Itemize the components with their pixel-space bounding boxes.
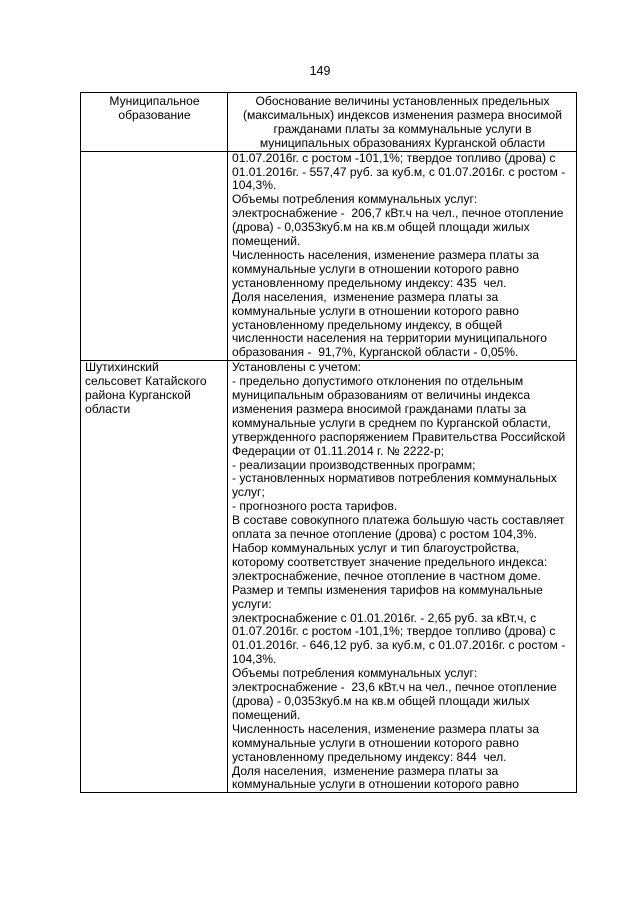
justification-cell [228,361,577,793]
text-line: изменения размера вносимой гражданами платы за [232,401,527,416]
text-line: - предельно допустимого отклонения по отдельным [232,374,524,389]
justification-cell [228,151,577,361]
text-line: Доля населения, изменение размера платы за [232,289,499,304]
header-line: гражданами платы за коммунальные услуги в [273,121,532,136]
text-line: образования - 91,7%, Курганской области - 0,05%. [232,345,519,360]
text-line: коммунальные услуги в отношении которого равно [232,303,519,318]
header-line: муниципальных образованиях Курганской области [259,135,546,150]
municipality-line: района Курганской [85,388,191,403]
municipality-line: сельсовет Катайского [85,374,207,389]
text-line: коммунальные услуги в отношении которого равно [232,261,519,276]
text-line: электроснабжение - 206,7 кВт.ч на чел., печное отопление [232,206,564,221]
text-line: Доля населения, изменение размера платы за [232,763,499,778]
header-line: Муниципальное [109,94,200,108]
text-line: муниципальным образованиям от величины индекса [232,388,531,403]
text-line: коммунальные услуги в отношении которого равно [232,777,519,792]
text-line: Численность населения, изменение размера платы за [232,721,540,736]
municipality-cell [81,151,228,361]
text-line: Федерации от 01.11.2014 г. № 2222-р; [232,443,445,458]
text-line: установленному предельному индексу: 844 чел. [232,749,507,764]
header-line: образование [118,107,191,122]
text-line: численности населения на территории муниципального [232,331,547,346]
municipality-line: Шутихинский [85,360,159,375]
text-line: Установлены с учетом: [232,360,361,375]
page-number: 149 [309,64,331,78]
text-line: электроснабжение с 01.01.2016г. - 2,65 руб. за кВт.ч, с [232,610,537,625]
text-line: (дрова) - 0,0353куб.м на кв.м общей площади жилых [232,693,530,708]
text-line: установленному предельному индексу: 435 чел. [232,275,507,290]
table-row [81,151,577,361]
text-line: коммунальные услуги в отношении которого равно [232,735,519,750]
municipality-cell [81,361,228,793]
text-line: Размер и темпы изменения тарифов на коммунальные [232,582,543,597]
text-line: оплата за печное отопление (дрова) с ростом 104,3%. [232,527,538,542]
text-line: 01.07.2016г. с ростом -101,1%; твердое топливо (дрова) с [232,624,556,639]
text-line: Численность населения, изменение размера платы за [232,247,540,262]
tariff-justification-table [80,92,577,793]
text-line: электроснабжение, печное отопление в частном доме. [232,568,541,583]
header-justification [228,93,577,152]
text-line: утвержденного распоряжением Правительства Российской [232,429,566,444]
text-line: помещений. [232,234,301,249]
text-line: - установленных нормативов потребления коммунальных [232,471,557,486]
text-line: 01.01.2016г. - 646,12 руб. за куб.м, с 01.07.2016г. с ростом - [232,638,566,653]
text-line: услуг; [232,485,265,500]
header-line: (максимальных) индексов изменения размера вносимой [242,107,563,122]
text-line: 104,3%. [232,652,277,667]
header-municipality [81,93,228,152]
text-line: (дрова) - 0,0353куб.м на кв.м общей площади жилых [232,220,530,235]
table-header-row [81,93,577,152]
text-line: электроснабжение - 23,6 кВт.ч на чел., печное отопление [232,680,557,695]
text-line: коммунальные услуги в среднем по Курганской области, [232,415,551,430]
text-line: установленному предельному индексу, в общей [232,317,503,332]
text-line: помещений. [232,707,301,722]
municipality-line: области [85,401,131,416]
text-line: 01.07.2016г. с ростом -101,1%; твердое топливо (дрова) с [232,150,556,165]
text-line: Объемы потребления коммунальных услуг: [232,192,478,207]
text-line: Набор коммунальных услуг и тип благоустройства, [232,541,520,555]
text-line: В составе совокупного платежа большую часть составляет [232,513,565,528]
header-line: Обоснование величины установленных предельных [255,94,550,108]
text-line: услуги: [232,596,272,611]
text-line: - реализации производственных программ; [232,457,476,472]
text-line: - прогнозного роста тарифов. [232,499,398,514]
text-line: которому соответствует значение предельного индекса: [232,554,548,569]
text-line: 01.01.2016г. - 557,47 руб. за куб.м, с 01.07.2016г. с ростом - [232,164,566,179]
text-line: 104,3%. [232,178,277,193]
table-row [81,361,577,793]
text-line: Объемы потребления коммунальных услуг: [232,666,478,681]
